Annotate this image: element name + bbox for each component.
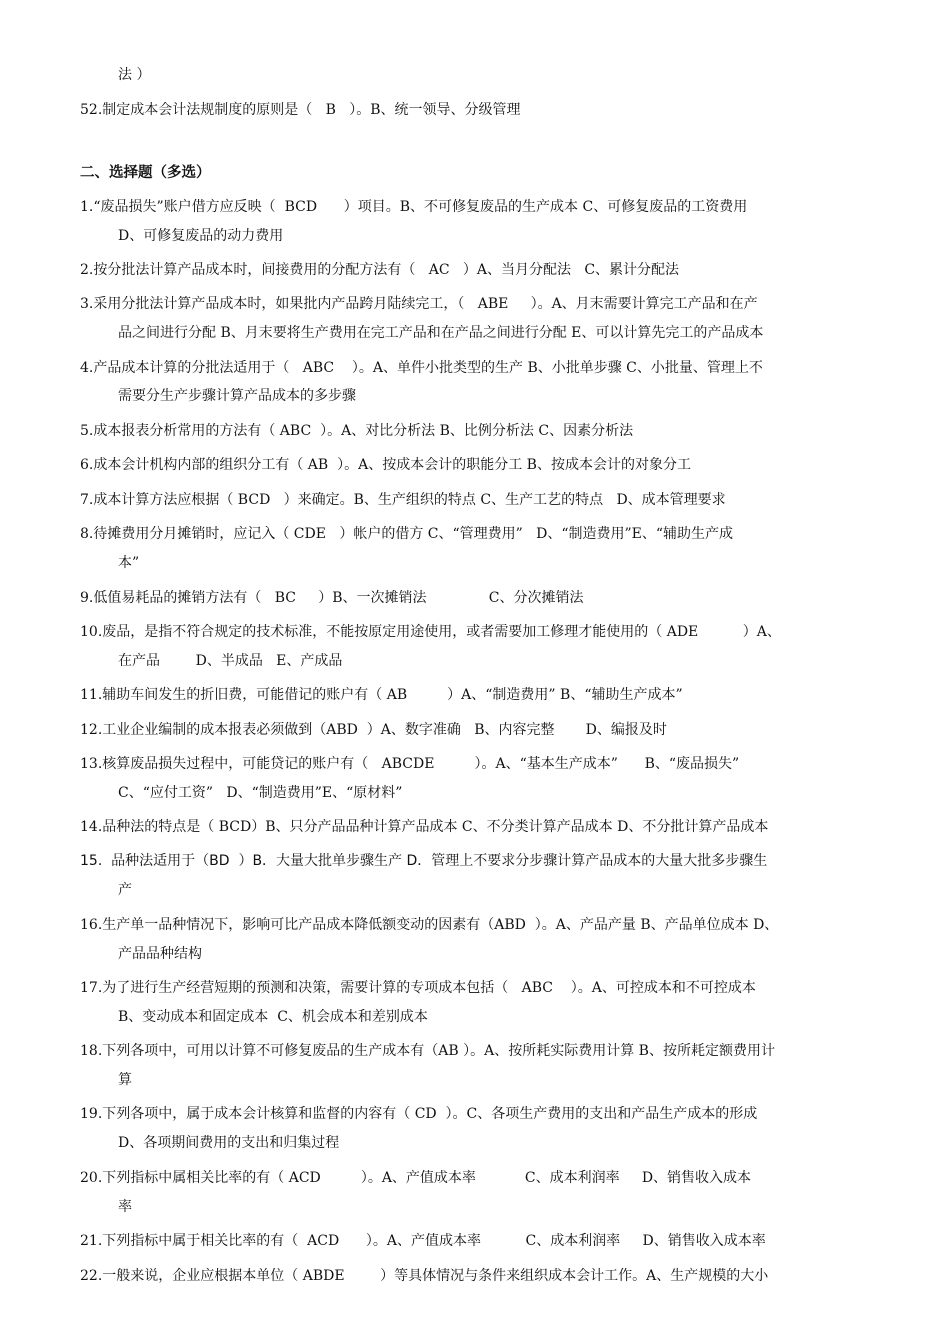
question-16: 16.生产单一品种情况下，影响可比产品成本降低额变动的因素有（ABD ）。A、产品产量 B、产品单位成本 D、 (80, 917, 779, 933)
question-1-cont: D、可修复废品的动力费用 (118, 228, 284, 244)
question-13-cont: C、“应付工资” D、“制造费用”E、“原材料” (118, 785, 403, 801)
question-20-cont: 率 (118, 1199, 132, 1215)
question-16-cont: 产品品种结构 (118, 946, 202, 962)
question-15-cont: 产 (118, 882, 132, 898)
question-8-cont: 本” (118, 555, 140, 571)
question-52: 52.制定成本会计法规制度的原则是（ B ）。B、统一领导、分级管理 (80, 102, 521, 118)
question-15: 15. 品种法适用于（BD ）B．大量大批单步骤生产 D．管理上不要求分步骤计算产品成本的大量大批多步骤生 (80, 853, 768, 869)
question-4-cont: 需要分生产步骤计算产品成本的多步骤 (118, 388, 356, 404)
question-4: 4.产品成本计算的分批法适用于（ ABC ）。A、单件小批类型的生产 B、小批单步骤 C、小批量、管理上不 (80, 360, 763, 376)
question-20: 20.下列指标中属相关比率的有（ ACD ）。A、产值成本率 C、成本利润率 D、销售收入成本 (80, 1170, 752, 1186)
question-2: 2.按分批法计算产品成本时，间接费用的分配方法有（ AC ）A、当月分配法 C、累计分配法 (80, 262, 680, 278)
question-13: 13.核算废品损失过程中，可能贷记的账户有（ ABCDE ）。A、“基本生产成本” B、“废品损失” (80, 756, 740, 772)
question-9: 9.低值易耗品的摊销方法有（ BC ）B、一次摊销法 C、分次摊销法 (80, 590, 584, 606)
question-14: 14.品种法的特点是（ BCD）B、只分产品品种计算产品成本 C、不分类计算产品成本 D、不分批计算产品成本 (80, 819, 769, 835)
question-1: 1.“废品损失”账户借方应反映（ BCD ）项目。B、不可修复废品的生产成本 C、可修复废品的工资费用 (80, 199, 748, 215)
question-11: 11.辅助车间发生的折旧费，可能借记的账户有（ AB ）A、“制造费用” B、“辅助生产成本” (80, 687, 683, 703)
question-3: 3.采用分批法计算产品成本时，如果批内产品跨月陆续完工，（ ABE ）。A、月末需要计算完工产品和在产 (80, 296, 758, 312)
question-18-cont: 算 (118, 1072, 132, 1088)
question-17: 17.为了进行生产经营短期的预测和决策，需要计算的专项成本包括（ ABC ）。A、可控成本和不可控成本 (80, 980, 756, 996)
section-heading: 二、选择题（多选） (80, 165, 211, 181)
question-19-cont: D、各项期间费用的支出和归集过程 (118, 1135, 340, 1151)
question-12: 12.工业企业编制的成本报表必须做到（ABD ）A、数字准确 B、内容完整 D、编报及时 (80, 722, 667, 738)
question-7: 7.成本计算方法应根据（ BCD ）来确定。B、生产组织的特点 C、生产工艺的特点 D、成本管理要求 (80, 492, 726, 508)
text-line: 法 ） (118, 67, 151, 83)
question-10-cont: 在产品 D、半成品 E、产成品 (118, 653, 343, 669)
question-3-cont: 品之间进行分配 B、月末要将生产费用在完工产品和在产品之间进行分配 E、可以计算先完工的产品成本 (118, 325, 764, 341)
question-18: 18.下列各项中，可用以计算不可修复废品的生产成本有（AB ）。A、按所耗实际费用计算 B、按所耗定额费用计 (80, 1043, 775, 1059)
question-17-cont: B、变动成本和固定成本 C、机会成本和差别成本 (118, 1009, 428, 1025)
question-8: 8.待摊费用分月摊销时，应记入（ CDE ）帐户的借方 C、“管理费用” D、“制造费用”E、“辅助生产成 (80, 526, 734, 542)
question-6: 6.成本会计机构内部的组织分工有（ AB ）。A、按成本会计的职能分工 B、按成本会计的对象分工 (80, 457, 691, 473)
question-22: 22.一般来说，企业应根据本单位（ ABDE ）等具体情况与条件来组织成本会计工作。A、生产规模的大小 (80, 1268, 769, 1284)
question-21: 21.下列指标中属于相关比率的有（ ACD ）。A、产值成本率 C、成本利润率 D、销售收入成本率 (80, 1233, 766, 1249)
question-10: 10.废品，是指不符合规定的技术标准，不能按原定用途使用，或者需要加工修理才能使用的（ ADE ）A、 (80, 624, 781, 640)
question-5: 5.成本报表分析常用的方法有（ ABC ）。A、对比分析法 B、比例分析法 C、因素分析法 (80, 423, 634, 439)
question-19: 19.下列各项中，属于成本会计核算和监督的内容有（ CD ）。C、各项生产费用的支出和产品生产成本的形成 (80, 1106, 758, 1122)
